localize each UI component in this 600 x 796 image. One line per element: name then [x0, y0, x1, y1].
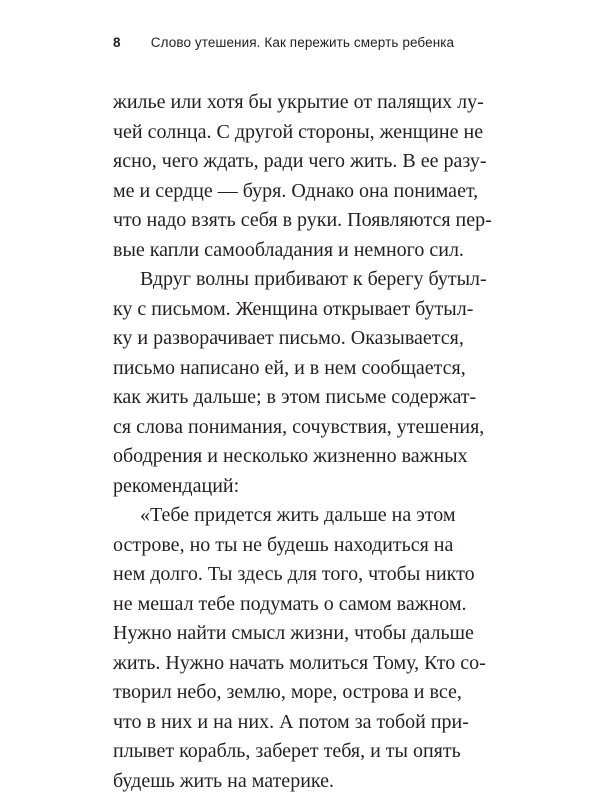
text-line: ясно, чего ждать, ради чего жить. В ее разу-: [113, 147, 493, 177]
text-line: плывет корабль, заберет тебя, и ты опять: [113, 737, 493, 767]
text-line: ся слова понимания, сочувствия, утешения,: [113, 413, 493, 443]
text-line: не мешал тебе подумать о самом важном.: [113, 590, 493, 620]
paragraph-start-line: Вдруг волны прибивают к берегу бутыл-: [113, 265, 493, 295]
text-line: будешь жить на материке.: [113, 767, 493, 796]
text-line: творил небо, землю, море, острова и все,: [113, 678, 493, 708]
text-line: ме и сердце — буря. Однако она понимает,: [113, 177, 493, 207]
running-title: Слово утешения. Как пережить смерть ребенка: [151, 33, 454, 53]
page-number: 8: [113, 33, 147, 53]
text-line: острове, но ты не будешь находиться на: [113, 531, 493, 561]
text-line: как жить дальше; в этом письме содержат-: [113, 383, 493, 413]
text-line: ку с письмом. Женщина открывает бутыл-: [113, 295, 493, 325]
text-line: вые капли самообладания и немного сил.: [113, 236, 493, 266]
text-line: нем долго. Ты здесь для того, чтобы никто: [113, 560, 493, 590]
text-line: что в них и на них. А потом за тобой при-: [113, 708, 493, 738]
text-line: рекомендаций:: [113, 472, 493, 502]
text-line: что надо взять себя в руки. Появляются пер-: [113, 206, 493, 236]
text-line: чей солнца. С другой стороны, женщине не: [113, 118, 493, 148]
text-line: жить. Нужно начать молиться Тому, Кто со-: [113, 649, 493, 679]
running-head: [113, 33, 513, 53]
body-text: [113, 88, 493, 796]
text-line: письмо написано ей, и в нем сообщается,: [113, 354, 493, 384]
paragraph-start-line: «Тебе придется жить дальше на этом: [113, 501, 493, 531]
text-line: ку и разворачивает письмо. Оказывается,: [113, 324, 493, 354]
text-line: ободрения и несколько жизненно важных: [113, 442, 493, 472]
text-line: Нужно найти смысл жизни, чтобы дальше: [113, 619, 493, 649]
text-line: жилье или хотя бы укрытие от палящих лу-: [113, 88, 493, 118]
